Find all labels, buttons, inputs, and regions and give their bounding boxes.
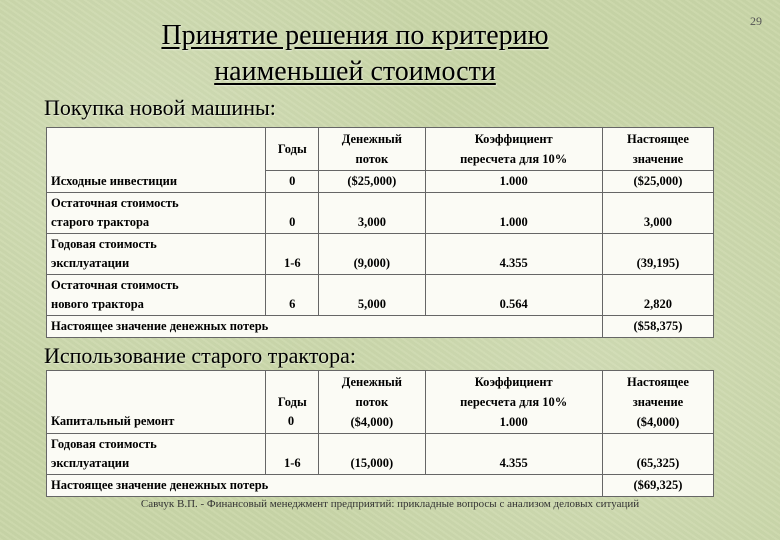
header-cash-line-2: поток	[355, 395, 389, 409]
row-coef: 1.000	[425, 171, 602, 193]
row-coef: 1.000	[425, 193, 602, 234]
header-coef-line-1: Коэффициент	[474, 132, 553, 146]
footer-citation: Савчук В.П. - Финансовый менеджмент предприятий: прикладные вопросы с анализом деловых ситуаций	[140, 498, 640, 510]
page-number: 29	[750, 14, 762, 28]
row-label	[47, 275, 266, 316]
header-cash-flow	[319, 371, 425, 434]
header-coef-line-1: Коэффициент	[474, 375, 553, 389]
total-label: Настоящее значение денежных потерь	[47, 316, 603, 338]
row-label-line-1: Остаточная стоимость	[51, 278, 179, 292]
row-coef: 4.355	[425, 434, 602, 475]
old-tractor-table	[46, 370, 714, 497]
total-value: ($58,375)	[602, 316, 713, 338]
header-present-value	[602, 128, 713, 171]
row-year: 1-6	[266, 234, 319, 275]
row-label-line-2: нового трактора	[51, 297, 144, 311]
table-row	[47, 193, 714, 234]
row-cash: (9,000)	[319, 234, 425, 275]
row-year: 6	[266, 275, 319, 316]
section-heading-old-tractor: Использование старого трактора:	[44, 343, 357, 368]
row-coef: 4.355	[425, 234, 602, 275]
header-pv-line-1: Настоящее	[626, 132, 689, 146]
capital-repair-year: 0	[287, 414, 295, 428]
title-line-2: наименьшей стоимости	[214, 56, 496, 87]
header-cash-flow	[319, 128, 425, 171]
row-label	[47, 171, 266, 193]
header-cash-line-1: Денежный	[341, 132, 403, 146]
row-label-line-1: Остаточная стоимость	[51, 196, 179, 210]
header-pv-value: ($4,000)	[636, 415, 680, 429]
table-row	[47, 434, 714, 475]
row-pv: 3,000	[602, 193, 713, 234]
total-row	[47, 316, 714, 338]
header-cash-line-2: поток	[355, 152, 389, 166]
table-row	[47, 234, 714, 275]
row-label-line-1: Годовая стоимость	[51, 237, 157, 251]
total-label: Настоящее значение денежных потерь	[47, 475, 603, 497]
row-year: 0	[266, 193, 319, 234]
row-cash: ($25,000)	[319, 171, 425, 193]
row-label	[47, 193, 266, 234]
row-cash: 3,000	[319, 193, 425, 234]
row-cash: (15,000)	[319, 434, 425, 475]
header-pv-line-2: значение	[632, 152, 684, 166]
row-label-line-2: эксплуатации	[51, 256, 130, 270]
row-coef: 0.564	[425, 275, 602, 316]
section-heading-new-machine: Покупка новой машины:	[44, 95, 276, 120]
header-years: Годы	[266, 128, 319, 171]
row-label-line-1: Годовая стоимость	[51, 437, 157, 451]
header-cash-line-1: Денежный	[341, 375, 403, 389]
header-coefficient	[425, 371, 602, 434]
header-years: Годы	[266, 371, 319, 434]
row-label-line-1: Исходные инвестиции	[51, 174, 178, 188]
total-row	[47, 475, 714, 497]
header-coefficient	[425, 128, 602, 171]
new-machine-table	[46, 127, 714, 338]
table-row	[47, 275, 714, 316]
row-year: 1-6	[266, 434, 319, 475]
row-label-line-2: старого трактора	[51, 215, 150, 229]
row-label	[47, 434, 266, 475]
title-line-1: Принятие решения по критерию	[161, 20, 549, 51]
row-pv: (39,195)	[602, 234, 713, 275]
header-coef-line-2: пересчета для 10%	[460, 152, 568, 166]
header-coef-value: 1.000	[499, 415, 528, 429]
row-cash: 5,000	[319, 275, 425, 316]
row-label	[47, 234, 266, 275]
header-label-cell	[47, 128, 266, 171]
table-header-row	[47, 128, 714, 171]
row-label-line-2: эксплуатации	[51, 456, 130, 470]
header-cash-value: ($4,000)	[350, 415, 394, 429]
total-value: ($69,325)	[602, 475, 713, 497]
capital-repair-label: Капитальный ремонт	[51, 414, 175, 428]
row-pv: (65,325)	[602, 434, 713, 475]
row-pv: ($25,000)	[602, 171, 713, 193]
header-coef-line-2: пересчета для 10%	[460, 395, 568, 409]
row-pv: 2,820	[602, 275, 713, 316]
slide-title	[110, 18, 600, 90]
header-pv-line-1: Настоящее	[626, 375, 689, 389]
header-present-value	[602, 371, 713, 434]
row-year: 0	[266, 171, 319, 193]
header-pv-line-2: значение	[632, 395, 684, 409]
table-row	[47, 171, 714, 193]
